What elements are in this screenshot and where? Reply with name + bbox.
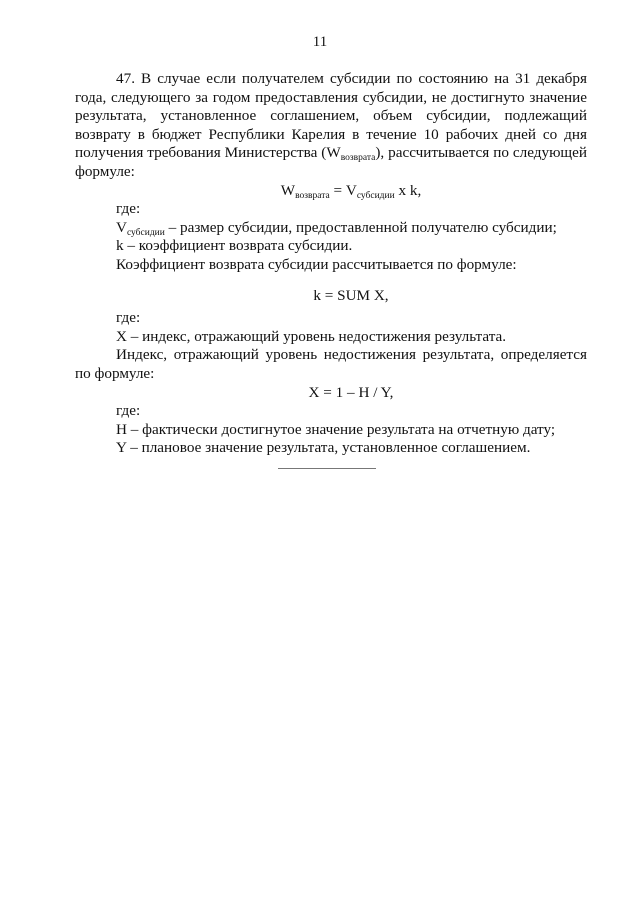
definition-k: k – коэффициент возврата субсидии. — [116, 237, 353, 255]
definition-y: Y – плановое значение результата, установленное соглашением. — [116, 439, 531, 457]
paragraph-47-text: 47. В случае если получателем субсидии по состоянию на 31 декабря года, следующего за годом предоставления субсидии, не достигнуто значение результата, установленное соглашением, объем субсидии, подлежащий возврату в бюджет Республики Карелия в течение 10 рабочих дней со дня получения требования Министерства (W — [75, 70, 587, 162]
end-separator-line — [278, 468, 376, 469]
definition-v — [75, 219, 587, 238]
definition-v-subscript: субсидии — [126, 227, 165, 238]
definition-h: H – фактически достигнутое значение результата на отчетную дату; — [116, 420, 556, 438]
definition-v-symbol: V — [116, 218, 127, 236]
definition-x: X – индекс, отражающий уровень недостижения результата. — [116, 327, 507, 345]
where-label-3: где: — [116, 402, 141, 420]
paragraph-47-ending: ), рассчитывается по следующей формуле: — [75, 144, 587, 180]
where-label-1: где: — [116, 200, 141, 218]
formula-refund-v-subscript: субсидии — [356, 190, 395, 201]
index-intro: Индекс, отражающий уровень недостижения результата, определяется по формуле: — [75, 346, 587, 382]
formula-refund-w: W — [280, 181, 296, 199]
formula-index: X = 1 – H / Y, — [308, 383, 394, 401]
paragraph-47-subscript: возврата — [340, 153, 376, 164]
formula-coefficient: k = SUM X, — [313, 286, 389, 304]
formula-refund-equals-v: = V — [329, 181, 357, 199]
definition-v-text: – размер субсидии, предоставленной получателю субсидии; — [164, 218, 557, 236]
document-body — [75, 70, 587, 458]
coefficient-intro: Коэффициент возврата субсидии рассчитывается по формуле: — [116, 255, 517, 273]
paragraph-47 — [75, 70, 587, 182]
formula-refund — [75, 182, 587, 201]
formula-refund-w-subscript: возврата — [295, 190, 330, 201]
formula-refund-times-k: x k, — [394, 181, 422, 199]
where-label-2: где: — [116, 309, 141, 327]
page-number: 11 — [312, 34, 328, 50]
